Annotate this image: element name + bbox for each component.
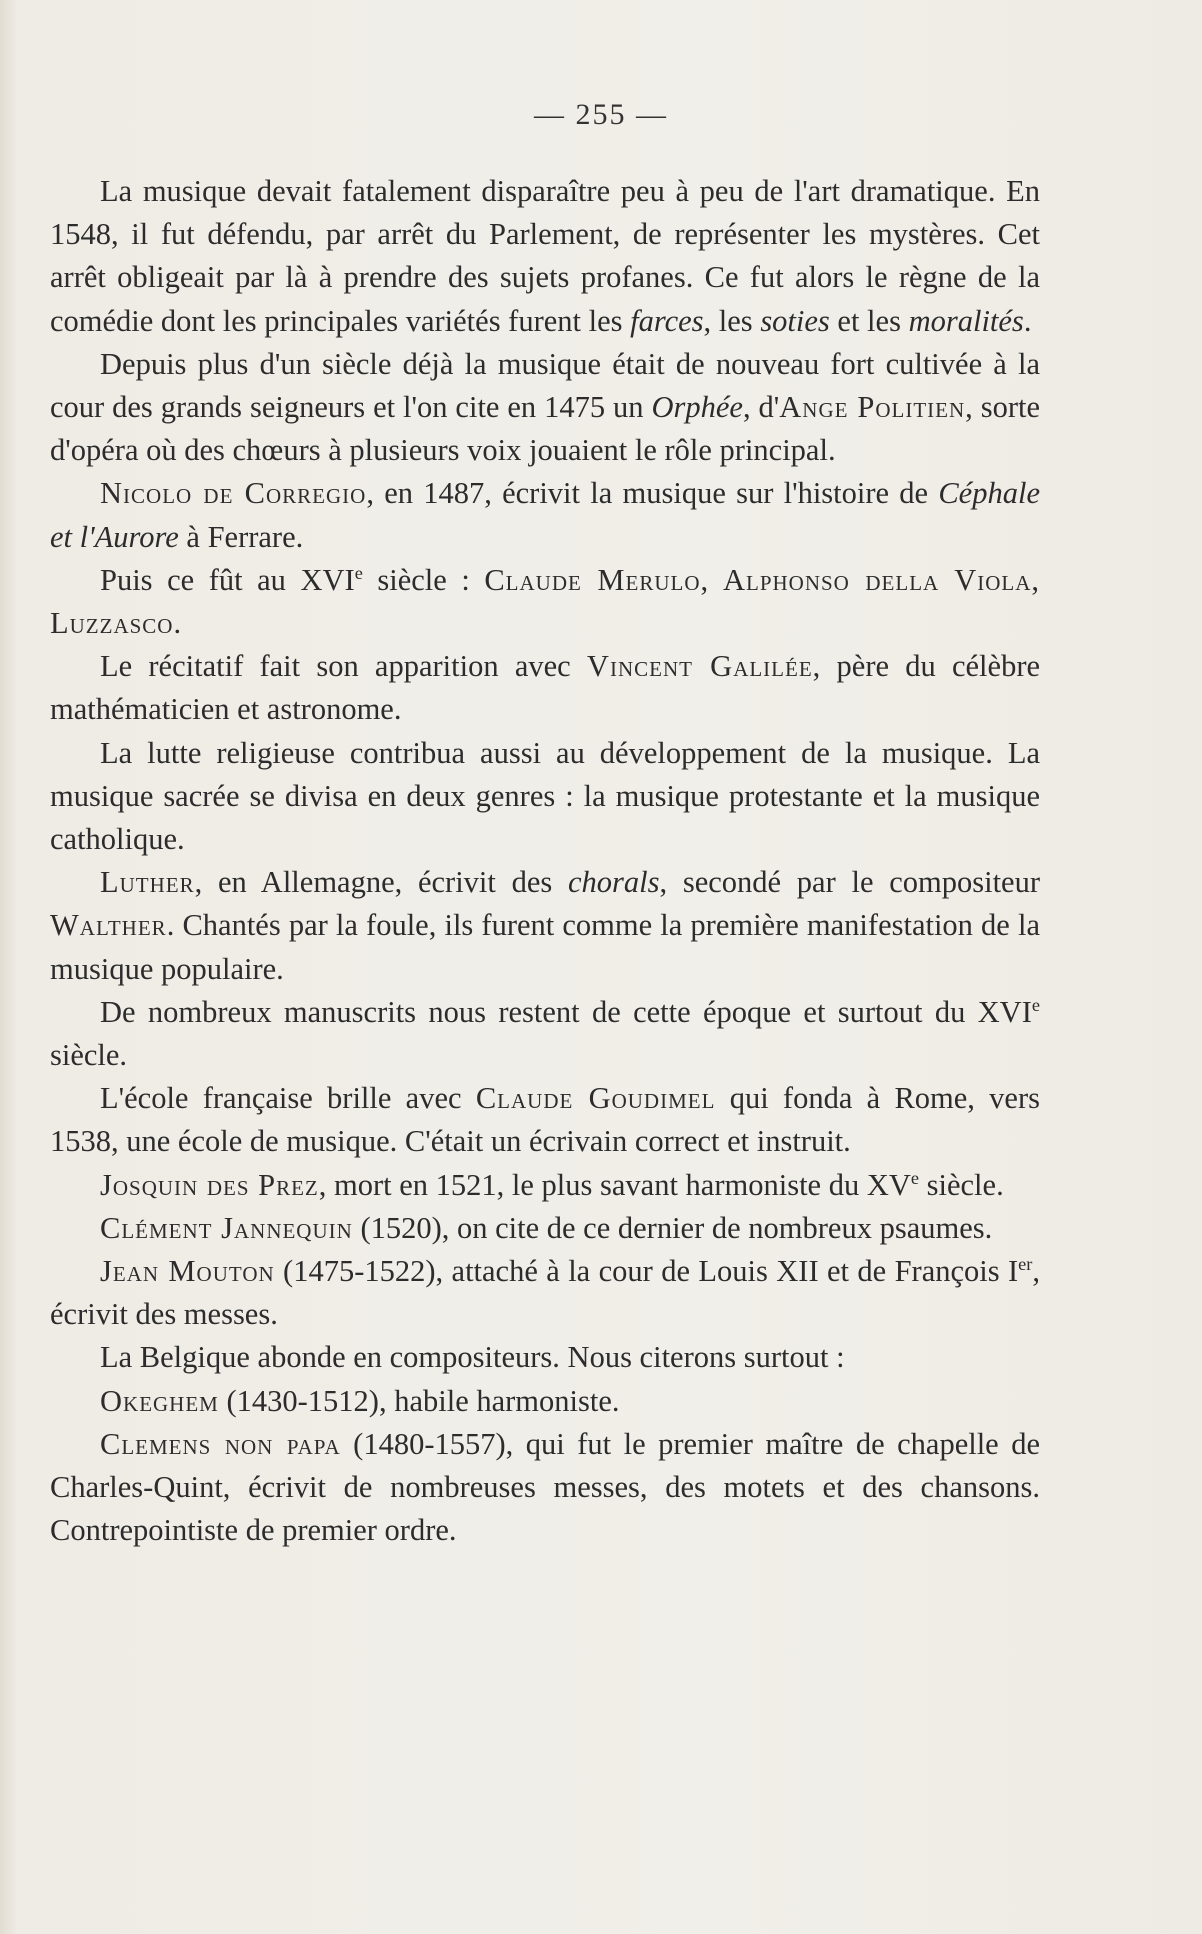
text-run: , secondé par le compositeur [659, 865, 1040, 900]
name-small-caps: Luther [100, 865, 195, 900]
name-small-caps: Josquin des Prez [100, 1167, 319, 1202]
text-run: , en Allemagne, écrivit des [194, 865, 568, 900]
text-run: , en 1487, écrivit la musique sur l'histoire de [366, 476, 939, 511]
text-run: De nombreux manuscrits nous restent de cette époque et surtout du XVI [100, 994, 1032, 1029]
text-run: Puis ce fût au XVI [100, 562, 355, 597]
name-small-caps: Claude Merulo, Alphonso della Viola, Luzzasco [50, 562, 1040, 641]
paragraph [50, 732, 1040, 862]
paragraph [50, 343, 1040, 473]
superscript: e [910, 1167, 920, 1188]
superscript: er [1018, 1253, 1033, 1274]
paragraph [50, 861, 1040, 991]
paragraph [50, 1380, 1040, 1423]
italic-term: Orphée [651, 390, 743, 425]
text-run: , écrivit des messes. [50, 1254, 1040, 1332]
text-run: , père du célèbre mathématicien et astronome. [50, 649, 1041, 727]
paragraph [50, 991, 1040, 1077]
text-run: L'école française brille avec [100, 1081, 476, 1116]
name-small-caps: Clemens non papa [100, 1426, 341, 1461]
paragraph [50, 170, 1040, 343]
text-run: La Belgique abonde en compositeurs. Nous citerons surtout : [100, 1340, 845, 1375]
name-small-caps: Okeghem [100, 1383, 219, 1418]
page-number: — 255 — [534, 98, 668, 131]
text-run: La musique devait fatalement disparaître peu à peu de l'art dramatique. En 1548, il fut défendu, par arrêt du Parlement, de représenter les mystères. Cet arrêt obligeait par là à prendre des sujets profanes. Ce fut alors le règne de la comédie dont les principales variétés furent les [50, 174, 1040, 338]
name-small-caps: Ange Politien [779, 390, 966, 425]
italic-term: soties [760, 303, 830, 338]
superscript: e [1031, 994, 1040, 1015]
text-run: . [1023, 303, 1032, 338]
paragraph [50, 645, 1040, 731]
text-run: Depuis plus d'un siècle déjà la musique était de nouveau fort cultivée à la cour des grands seigneurs et l'on cite en 1475 un [50, 346, 1040, 425]
italic-term: farces [630, 303, 704, 338]
italic-term: Céphale et l'Aurore [50, 476, 1040, 554]
text-run: , les [703, 303, 761, 338]
text-run: (1475-1522), attaché à la cour de Louis XII et de François I [274, 1254, 1019, 1289]
text-run: , d' [742, 390, 780, 425]
text-run: et les [829, 303, 909, 338]
text-run: (1430-1512), habile harmoniste. [218, 1383, 620, 1418]
name-small-caps: Vincent Galilée [586, 649, 813, 684]
paragraph [50, 1077, 1040, 1163]
text-run: (1520), on cite de ce dernier de nombreux psaumes. [352, 1210, 993, 1245]
text-run: Le récitatif fait son apparition avec [100, 649, 587, 684]
text-run: siècle. [919, 1167, 1004, 1202]
body-text [50, 170, 1040, 1553]
name-small-caps: Clément Jannequin [100, 1210, 353, 1245]
name-small-caps: Nicolo de Corregio [100, 476, 367, 511]
name-small-caps: Walther [50, 908, 167, 943]
text-run: . Chantés par la foule, ils furent comme la première manifestation de la musique populaire. [50, 908, 1040, 986]
name-small-caps: Jean Mouton [100, 1254, 275, 1289]
paragraph [50, 559, 1040, 645]
text-run: , mort en 1521, le plus savant harmoniste du XV [318, 1167, 911, 1202]
text-run: (1480-1557), qui fut le premier maître de chapelle de Charles-Quint, écrivit de nombreuses messes, des motets et des chansons. Contrepointiste de premier ordre. [50, 1426, 1040, 1548]
text-run: La lutte religieuse contribua aussi au développement de la musique. La musique sacrée se divisa en deux genres : la musique protestante et la musique catholique. [50, 735, 1040, 857]
paragraph [50, 1207, 1040, 1250]
paragraph [50, 1164, 1040, 1207]
italic-term: chorals [568, 865, 660, 900]
paragraph [50, 472, 1040, 558]
text-run: siècle. [50, 1038, 128, 1073]
paragraph [50, 1336, 1040, 1379]
superscript: e [354, 562, 363, 583]
name-small-caps: Claude Goudimel [475, 1081, 716, 1116]
text-run: à Ferrare. [178, 519, 304, 554]
paragraph [50, 1423, 1040, 1553]
text-run: qui fonda à Rome, vers 1538, une école de musique. C'était un écrivain correct et instruit. [50, 1081, 1040, 1159]
italic-term: moralités [908, 303, 1024, 338]
text-run: siècle : [362, 562, 485, 597]
text-run: , sorte d'opéra où des chœurs à plusieurs voix jouaient le rôle principal. [50, 390, 1041, 468]
text-run: . [173, 606, 182, 641]
paragraph [50, 1250, 1040, 1336]
